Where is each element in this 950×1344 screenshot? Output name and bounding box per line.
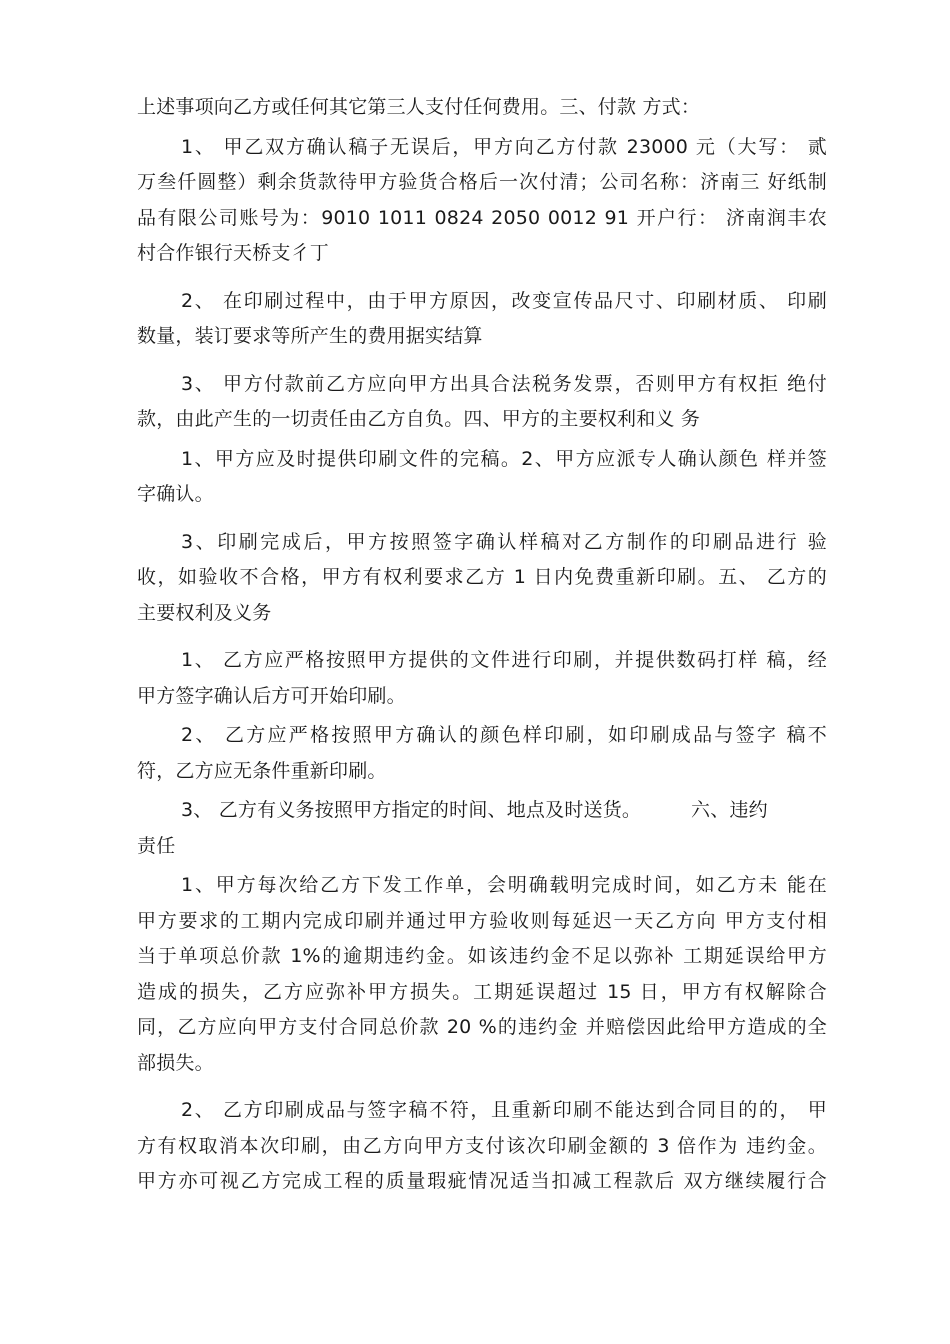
text-line: 1、甲方每次给乙方下发工作单，会明确载明完成时间，如乙方未 能在 bbox=[181, 874, 827, 896]
text-line: 主要权利及义务 bbox=[137, 601, 272, 624]
text-line: 甲方签字确认后方可开始印刷。 bbox=[137, 684, 406, 707]
text-line: 万叁仟圆整）剩余货款待甲方验货合格后一次付清；公司名称：济南三 好纸制 bbox=[137, 171, 827, 193]
paragraph-intro bbox=[137, 90, 827, 126]
text-line: 字确认。 bbox=[137, 483, 214, 505]
text-line: 造成的损失，乙方应弥补甲方损失。工期延误超过 15 日，甲方有权解除合 bbox=[137, 980, 827, 1003]
text-line: 款，由此产生的一切责任由乙方自负。四、甲方的主要权利和义 务 bbox=[137, 408, 701, 430]
paragraph-payment-3 bbox=[137, 367, 827, 438]
text-line: 甲方亦可视乙方完成工程的质量瑕疵情况适当扣减工程款后 双方继续履行合 bbox=[137, 1170, 827, 1192]
text-line: 数量，装订要求等所产生的费用据实结算 bbox=[137, 325, 483, 347]
paragraph-party-a-3 bbox=[137, 525, 827, 632]
paragraph-party-a-1 bbox=[137, 442, 827, 513]
text-line: 上述事项向乙方或任何其它第三人支付任何费用。三、付款 方式： bbox=[137, 96, 701, 118]
text-line: 1、甲方应及时提供印刷文件的完稿。2、甲方应派专人确认颜色 样并签 bbox=[181, 447, 827, 470]
paragraph-payment-1 bbox=[137, 130, 827, 272]
text-line: 收，如验收不合格，甲方有权利要求乙方 1 日内免费重新印刷。五、 乙方的 bbox=[137, 566, 827, 588]
text-line: 2、 乙方应严格按照甲方确认的颜色样印刷，如印刷成品与签字 稿不 bbox=[181, 724, 827, 746]
text-line: 3、印刷完成后，甲方按照签字确认样稿对乙方制作的印刷品进行 验 bbox=[181, 530, 827, 553]
text-line: 2、 乙方印刷成品与签字稿不符，且重新印刷不能达到合同目的的， 甲 bbox=[181, 1099, 827, 1121]
text-line: 1、 乙方应严格按照甲方提供的文件进行印刷，并提供数码打样 稿，经 bbox=[181, 649, 827, 671]
text-line: 方有权取消本次印刷，由乙方向甲方支付该次印刷金额的 3 倍作为 违约金。 bbox=[137, 1134, 827, 1157]
paragraph-breach-1 bbox=[137, 868, 827, 1081]
document-page bbox=[137, 90, 827, 1200]
text-line: 甲方要求的工期内完成印刷并通过甲方验收则每延迟一天乙方向 甲方支付相 bbox=[137, 909, 827, 932]
text-line: 当于单项总价款 1%的逾期违约金。如该违约金不足以弥补 工期延误给甲方 bbox=[137, 945, 827, 967]
paragraph-payment-2 bbox=[137, 284, 827, 355]
paragraph-party-b-1 bbox=[137, 643, 827, 714]
text-line: 部损失。 bbox=[137, 1051, 214, 1074]
text-line: 村合作银行天桥支彳丁 bbox=[137, 242, 330, 264]
text-line: 3、 乙方有义务按照甲方指定的时间、地点及时送货。 六、违约 bbox=[181, 799, 768, 821]
paragraph-party-b-2 bbox=[137, 718, 827, 789]
text-line: 3、 甲方付款前乙方应向甲方出具合法税务发票，否则甲方有权拒 绝付 bbox=[181, 372, 827, 395]
text-line: 符，乙方应无条件重新印刷。 bbox=[137, 759, 387, 782]
text-line: 责任 bbox=[137, 834, 176, 857]
paragraph-breach-2 bbox=[137, 1093, 827, 1200]
text-line: 2、 在印刷过程中，由于甲方原因，改变宣传品尺寸、印刷材质、 印刷 bbox=[181, 289, 827, 312]
paragraph-party-b-3 bbox=[137, 793, 827, 864]
text-line: 1、 甲乙双方确认稿子无误后，甲方向乙方付款 23000 元（大写： 贰 bbox=[181, 135, 827, 158]
text-line: 品有限公司账号为：9010 1011 0824 2050 0012 91 开户行： 济南润丰农 bbox=[137, 206, 827, 229]
text-line: 同，乙方应向甲方支付合同总价款 20 %的违约金 并赔偿因此给甲方造成的全 bbox=[137, 1016, 827, 1038]
